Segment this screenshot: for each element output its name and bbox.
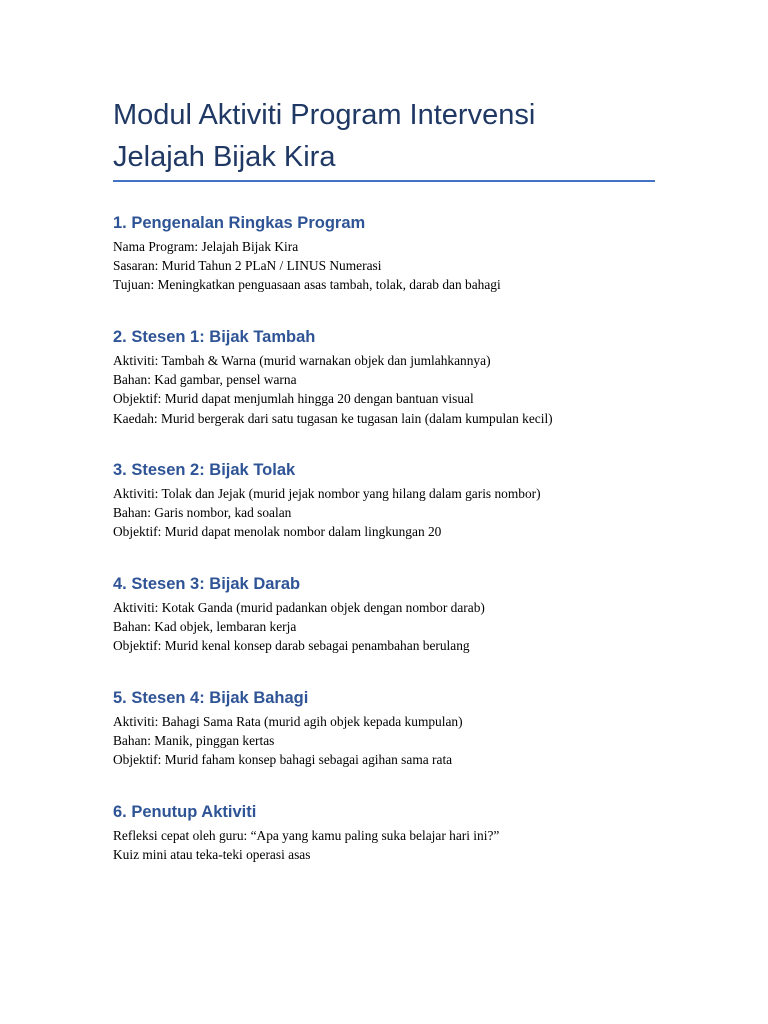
section-text-line: Objektif: Murid dapat menjumlah hingga 20 dengan bantuan visual [113,391,474,407]
section-stesen-2 [113,459,713,542]
section-heading: 6. Penutup Aktiviti [113,803,257,821]
title-underline-rule [113,180,655,182]
section-text-line: Bahan: Manik, pinggan kertas [113,733,275,749]
section-text-line: Kuiz mini atau teka-teki operasi asas [113,847,311,863]
section-text-line: Bahan: Kad objek, lembaran kerja [113,619,297,635]
section-heading: 2. Stesen 1: Bijak Tambah [113,328,316,346]
section-heading: 5. Stesen 4: Bijak Bahagi [113,689,309,707]
section-heading: 3. Stesen 2: Bijak Tolak [113,461,296,479]
section-stesen-1 [113,326,713,428]
section-text-line: Objektif: Murid faham konsep bahagi sebagai agihan sama rata [113,752,453,768]
section-text-line: Bahan: Kad gambar, pensel warna [113,372,297,388]
section-text-line: Aktiviti: Bahagi Sama Rata (murid agih objek kepada kumpulan) [113,714,463,729]
section-text-line: Nama Program: Jelajah Bijak Kira [113,239,299,254]
section-heading: 1. Pengenalan Ringkas Program [113,214,366,232]
section-stesen-4 [113,687,713,770]
section-heading: 4. Stesen 3: Bijak Darab [113,575,301,593]
section-stesen-3 [113,573,713,656]
section-text-line: Tujuan: Meningkatkan penguasaan asas tambah, tolak, darab dan bahagi [113,277,501,293]
section-pengenalan [113,212,713,295]
section-text-line: Sasaran: Murid Tahun 2 PLaN / LINUS Numerasi [113,258,382,274]
section-text-line: Refleksi cepat oleh guru: “Apa yang kamu paling suka belajar hari ini?” [113,828,500,843]
section-text-line: Objektif: Murid dapat menolak nombor dalam lingkungan 20 [113,524,442,540]
document-title [113,94,673,178]
section-text-line: Objektif: Murid kenal konsep darab sebagai penambahan berulang [113,638,470,654]
section-text-line: Kaedah: Murid bergerak dari satu tugasan ke tugasan lain (dalam kumpulan kecil) [113,410,553,426]
section-text-line: Aktiviti: Tolak dan Jejak (murid jejak nombor yang hilang dalam garis nombor) [113,486,541,501]
section-penutup [113,801,713,864]
section-text-line: Aktiviti: Tambah & Warna (murid warnakan objek dan jumlahkannya) [113,353,491,368]
section-text-line: Aktiviti: Kotak Ganda (murid padankan objek dengan nombor darab) [113,600,485,615]
document-title-line: Jelajah Bijak Kira [113,141,336,173]
document-title-line: Modul Aktiviti Program Intervensi [113,99,536,131]
section-text-line: Bahan: Garis nombor, kad soalan [113,505,292,521]
